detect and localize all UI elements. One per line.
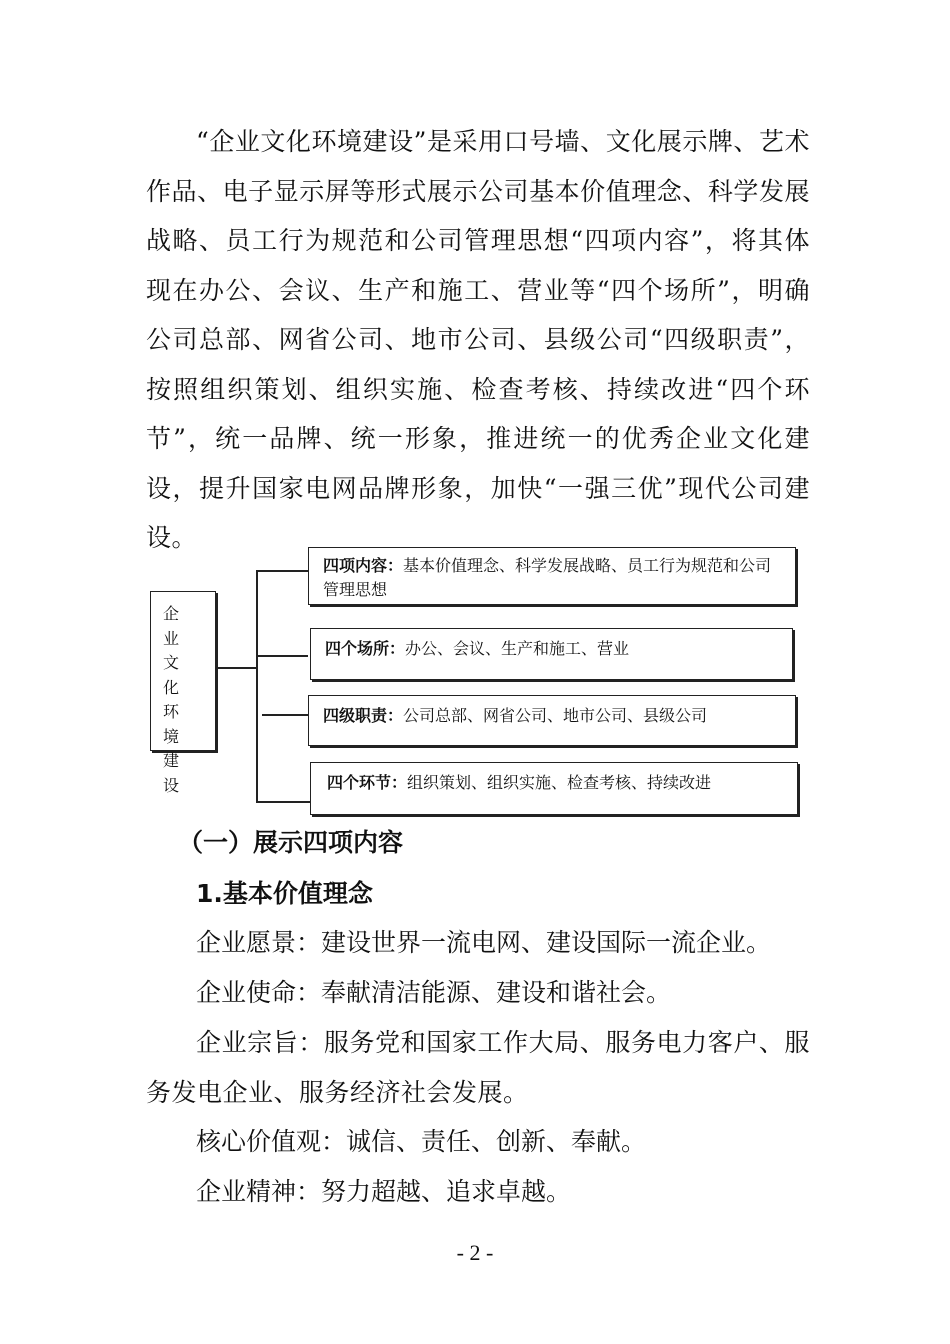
branch-text: 公司总部、网省公司、地市公司、县级公司 [403, 706, 708, 725]
connector-branch-2 [256, 655, 308, 657]
mission-line: 企业使命：奉献清洁能源、建设和谐社会。 [196, 978, 672, 1007]
subsection-heading: 1.基本价值理念 [196, 879, 373, 908]
diagram-branch-stages [310, 762, 798, 815]
diagram-branch-places [310, 628, 793, 680]
branch-label: 四级职责： [323, 706, 404, 725]
section-heading: （一）展示四项内容 [178, 828, 404, 857]
branch-text: 组织策划、组织实施、检查考核、持续改进 [407, 773, 712, 792]
connector-root [216, 667, 256, 669]
branch-text: 办公、会议、生产和施工、营业 [405, 639, 630, 658]
branch-text: 基本价值理念、科学发展战略、员工行为规范和公司管理思想 [323, 556, 772, 599]
core-values-line: 核心价值观：诚信、责任、创新、奉献。 [196, 1127, 647, 1156]
page-number: - 2 - [456, 1240, 494, 1265]
purpose-paragraph: 企业宗旨：服务党和国家工作大局、服务电力客户、服务发电企业、服务经济社会发展。 [146, 1028, 810, 1107]
intro-paragraph: “企业文化环境建设”是采用口号墙、文化展示牌、艺术作品、电子显示屏等形式展示公司基本价值理念、科学发展战略、员工行为规范和公司管理思想“四项内容”，将其体现在办公、会议、生产和施工、营业等“四个场所”，明确公司总部、网省公司、地市公司、县级公司“四级职责”，按照组织策划、组织实施、检查考核、持续改进“四个环节”，统一品牌、统一形象，推进统一的优秀企业文化建设，提升国家电网品牌形象，加快“一强三优”现代公司建设。 [146, 127, 810, 552]
connector-trunk [256, 570, 258, 802]
branch-label: 四个环节： [327, 773, 408, 792]
diagram-branch-duties [308, 695, 796, 746]
connector-branch-3 [262, 714, 308, 716]
vision-line: 企业愿景：建设世界一流电网、建设国际一流企业。 [196, 928, 772, 957]
connector-branch-1 [256, 570, 308, 572]
spirit-line: 企业精神：努力超越、追求卓越。 [196, 1177, 572, 1206]
branch-label: 四个场所： [325, 639, 406, 658]
diagram-branch-content [308, 547, 796, 605]
connector-branch-4 [256, 801, 310, 803]
diagram-root-box: 企业文化环境建设 [150, 591, 216, 751]
branch-label: 四项内容： [323, 556, 404, 575]
